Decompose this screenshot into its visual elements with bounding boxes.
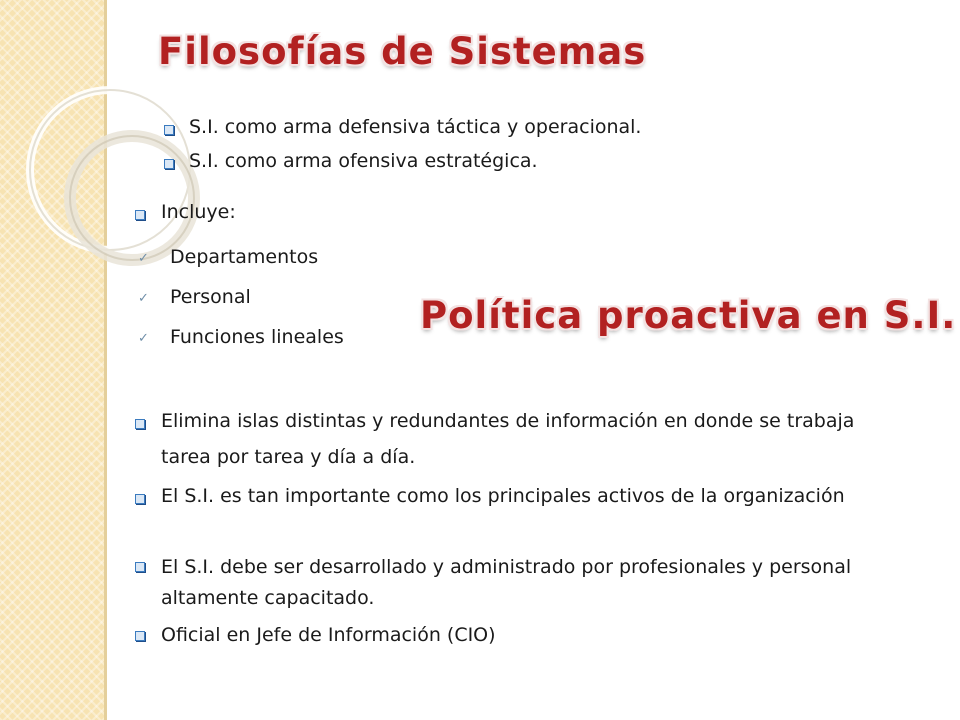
bullet-bottom-3-line1: El S.I. debe ser desarrollado y administrado por profesionales y personal bbox=[161, 556, 852, 578]
slide-title: Filosofías de Sistemas bbox=[158, 30, 647, 73]
section-title: Política proactiva en S.I. bbox=[420, 294, 957, 337]
checkmark-icon: ✓ bbox=[138, 331, 149, 346]
bullet-top-2: S.I. como arma ofensiva estratégica. bbox=[189, 150, 538, 172]
bullet-bottom-1-line1: Elimina islas distintas y redundantes de información en donde se trabaja bbox=[161, 410, 855, 432]
checkmark-icon: ✓ bbox=[138, 291, 149, 306]
checkmark-icon: ✓ bbox=[138, 251, 149, 266]
includes-item-2: Personal bbox=[170, 286, 251, 308]
bullet-top-1: S.I. como arma defensiva táctica y operacional. bbox=[189, 116, 642, 138]
square-bullet-icon bbox=[135, 210, 145, 220]
includes-item-3: Funciones lineales bbox=[170, 326, 344, 348]
includes-item-1: Departamentos bbox=[170, 246, 319, 268]
bullet-bottom-1-line2: tarea por tarea y día a día. bbox=[161, 446, 416, 468]
square-bullet-icon bbox=[135, 419, 145, 429]
square-bullet-icon bbox=[135, 494, 145, 504]
square-bullet-icon bbox=[164, 125, 174, 135]
bullet-bottom-2: El S.I. es tan importante como los principales activos de la organización bbox=[161, 485, 845, 507]
square-bullet-icon bbox=[164, 159, 174, 169]
square-bullet-icon bbox=[135, 631, 145, 641]
bullet-bottom-3-line2: altamente capacitado. bbox=[161, 587, 375, 609]
bullet-bottom-4: Oficial en Jefe de Información (CIO) bbox=[161, 624, 496, 646]
decorative-left-band bbox=[0, 0, 104, 720]
square-bullet-icon bbox=[135, 562, 145, 572]
includes-label: Incluye: bbox=[161, 201, 236, 223]
band-edge-line bbox=[104, 0, 107, 720]
